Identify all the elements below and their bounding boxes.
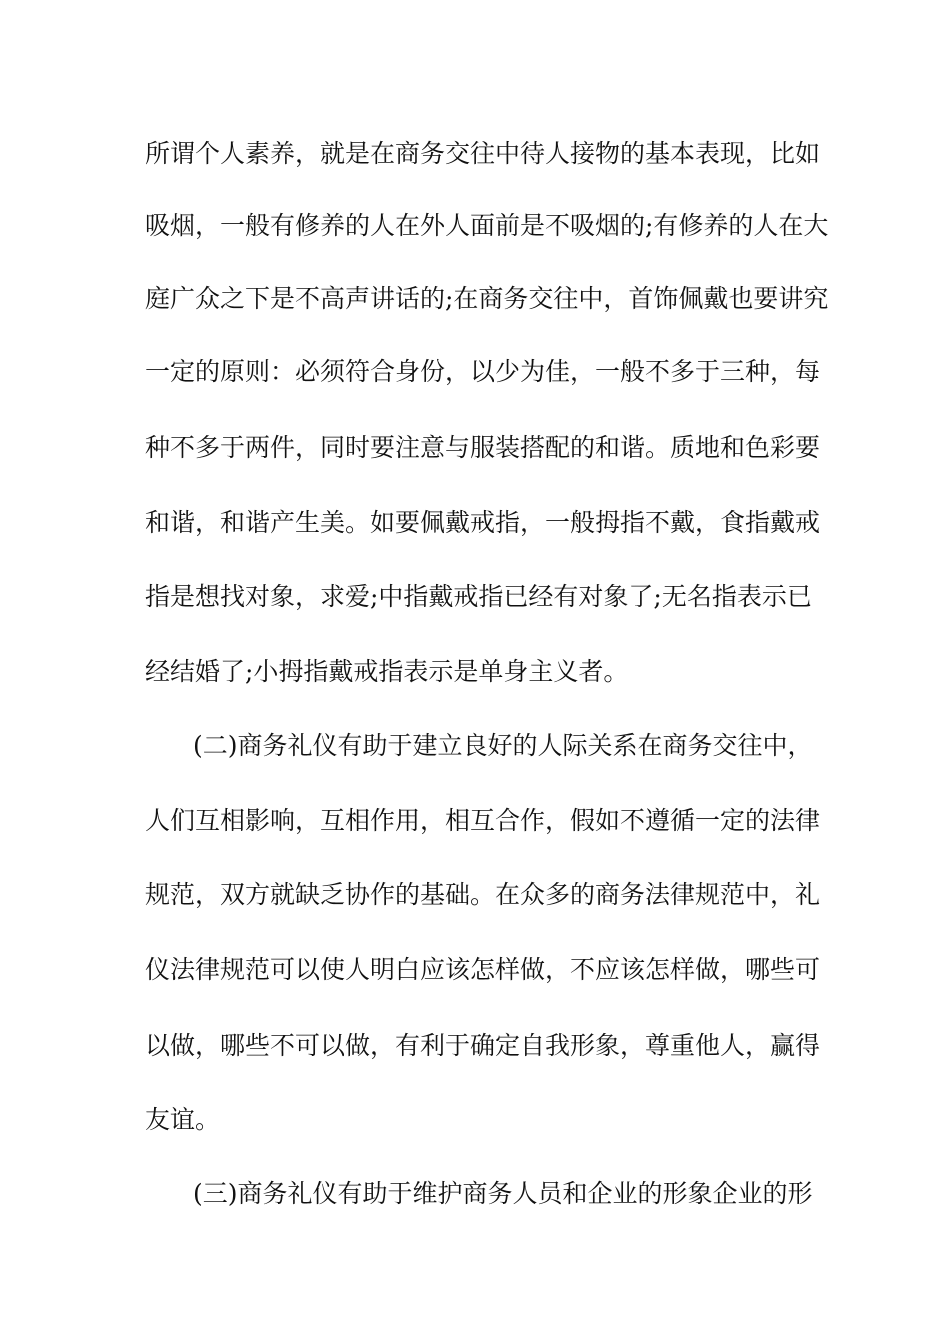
paragraph-line: 规范，双方就缺乏协作的基础。在众多的商务法律规范中，礼 [145,880,821,909]
paragraph-line: 种不多于两件，同时要注意与服装搭配的和谐。质地和色彩要 [145,433,821,462]
paragraph-line: 人们互相影响，互相作用，相互合作，假如不遵循一定的法律 [145,806,821,835]
paragraph-line: 和谐，和谐产生美。如要佩戴戒指，一般拇指不戴，食指戴戒 [145,508,821,537]
paragraph-line: 仪法律规范可以使人明白应该怎样做，不应该怎样做，哪些可 [145,955,821,984]
section-heading-line: (二)商务礼仪有助于建立良好的人际关系在商务交往中， [193,731,813,760]
section-heading-line: (三)商务礼仪有助于维护商务人员和企业的形象企业的形 [193,1179,813,1208]
paragraph-line: 指是想找对象，求爱;中指戴戒指已经有对象了;无名指表示已 [145,582,812,611]
paragraph-line: 友谊。 [145,1105,221,1134]
paragraph-line: 所谓个人素养，就是在商务交往中待人接物的基本表现，比如 [145,139,821,168]
paragraph-line: 经结婚了;小拇指戴戒指表示是单身主义者。 [145,657,629,686]
paragraph-line: 以做，哪些不可以做，有利于确定自我形象，尊重他人，赢得 [145,1031,821,1060]
paragraph-line: 一定的原则：必须符合身份，以少为佳，一般不多于三种，每 [145,357,821,386]
paragraph-line: 吸烟，一般有修养的人在外人面前是不吸烟的;有修养的人在大 [145,211,829,240]
paragraph-line: 庭广众之下是不高声讲话的;在商务交往中，首饰佩戴也要讲究 [145,284,829,313]
